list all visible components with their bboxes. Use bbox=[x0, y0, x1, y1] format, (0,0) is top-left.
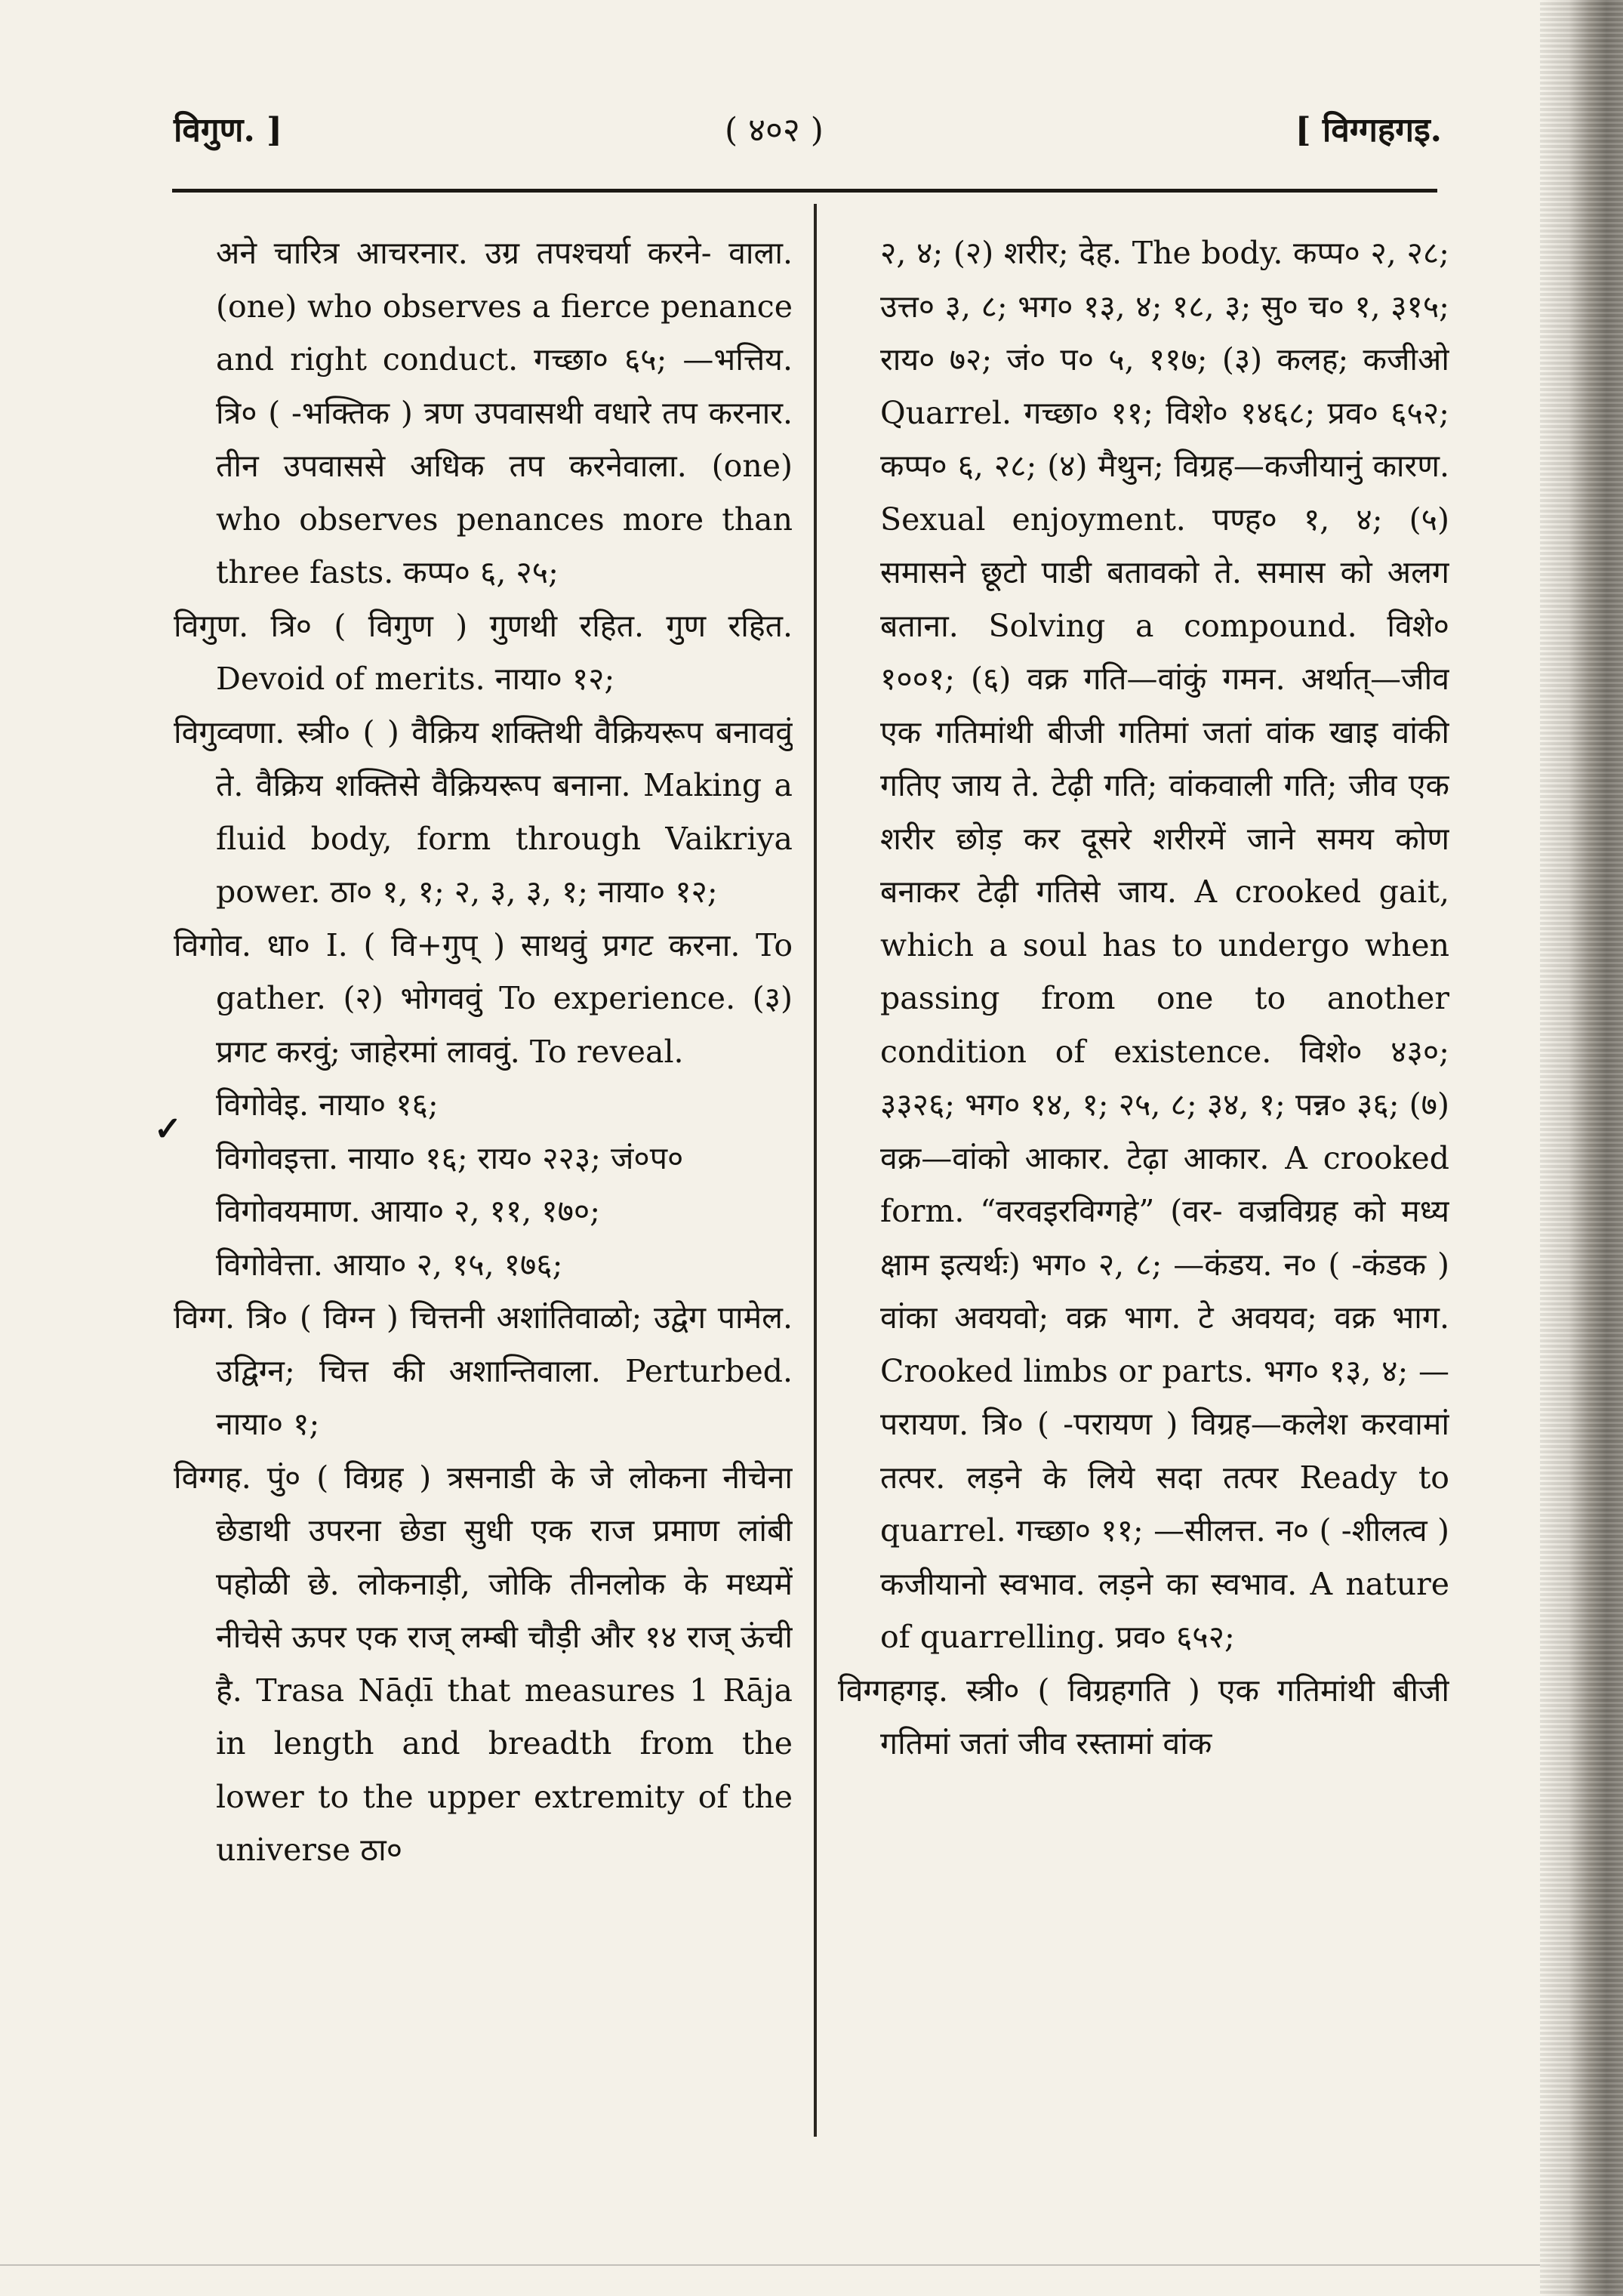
header-rule bbox=[172, 189, 1437, 193]
entry-viggaha: विग्गह. पुं० ( विग्रह ) त्रसनाडी के जे लोकना नीचेना छेडाथी उपरना छेडा सुधी एक राज प्रमाण लांबी पहोळी छे. लोकनाड़ी, जोकि तीनलोक के मध्यमें नीचेसे ऊपर एक राज् लम्बी चौड़ी और १४ राज् ऊंची है. Trasa Nāḍī that measures 1 Rāja in length and breadth from the lower to the upper extremity of the universe ठा० bbox=[174, 1459, 793, 1868]
header-left-guide-word: विगुण. ] bbox=[174, 111, 282, 149]
header-right-guide-word: [ विग्गहगइ. bbox=[1295, 111, 1442, 149]
entry-vigova: विगोव. धा० I. ( वि+गुप् ) साथवुं प्रगट करना. To gather. (२) भोगववुं To experience. (३) प्रगट करवुं; जाहेरमां लाववुं. To reveal. bbox=[174, 926, 793, 1070]
subentry-vigovei: विगोवेइ. नाया० १६; bbox=[216, 1086, 439, 1123]
entry-viggahagai: विग्गहगइ. स्त्री० ( विग्रहगति ) एक गतिमांथी बीजी गतिमां जतां जीव रस्तामां वांक bbox=[838, 1672, 1449, 1761]
margin-check-mark: ✓ bbox=[154, 1110, 182, 1148]
entry-vigga: विग्ग. त्रि० ( विग्न ) चित्तनी अशांतिवाळो; उद्वेग पामेल. उद्विग्न; चित्त की अशान्तिवाला. Perturbed. नाया० १; bbox=[174, 1299, 793, 1442]
subentry-vigovaitta: विगोवइत्ता. नाया० १६; राय० २२३; जं०प० bbox=[216, 1139, 684, 1176]
column-divider bbox=[814, 204, 817, 2137]
subentry-vigovayamana: विगोवयमाण. आया० २, ११, १७०; bbox=[216, 1193, 601, 1229]
entry-viggaha-continuation: २, ४; (२) शरीर; देह. The body. कप्प० २, २८; उत्त० ३, ८; भग० १३, ४; १८, ३; सु० च० १, ३१५; राय० ७२; जं० प० ५, ११७; (३) कलह; कजीओ Quarrel. गच्छा० ११; विशे० १४६८; प्रव० ६५२; कप्प० ६, २८; (४) मैथुन; विग्रह—कजीयानुं कारण. Sexual enjoyment. पण्ह० १, ४; (५) समासने छूटो पाडी बतावको ते. समास को अलग बताना. Solving a compound. विशे० १००१; (६) वक्र गति—वांकुं गमन. अर्थात्—जीव एक गतिमांथी बीजी गतिमां जतां वांक खाइ वांकी गतिए जाय ते. टेढ़ी गति; वांकवाली गति; जीव एक शरीर छोड़ कर दूसरे शरीरमें जाने समय कोण बनाकर टेढ़ी गतिसे जाय. A crooked gait, which a soul has to undergo when passing from one to another condition of existence. विशे० ४३०; ३३२६; भग० १४, १; २५, ८; ३४, १; पन्न० ३६; (७) वक्र—वांको आकार. टेढ़ा आकार. A crooked form. “वरवइरविग्गहे” (वर- वज्रविग्रह को मध्य क्षाम इत्यर्थः) भग० २, ८; —कंडय. न० ( -कंडक ) वांका अवयवो; वक्र भाग. टे अवयव; वक्र भाग. Crooked limbs or parts. भग० १३, ४; —परायण. त्रि० ( -परायण ) विग्रह—कलेश करवामां तत्पर. लड़ने के लिये सदा तत्पर Ready to quarrel. गच्छा० ११; —सीलत्त. न० ( -शीलत्व ) कजीयानो स्वभाव. लड़ने का स्वभाव. A nature of quarrelling. प्रव० ६५२; bbox=[880, 235, 1449, 1655]
bottom-scan-line bbox=[0, 2264, 1540, 2266]
page-header bbox=[174, 106, 1442, 174]
entry-viguvvana: विगुव्वणा. स्त्री० ( ) वैक्रिय शक्तिथी वैक्रियरूप बनाववुं ते. वैक्रिय शक्तिसे वैक्रियरूप बनाना. Making a fluid body, form through Vaikriya power. ठा० १, १; २, ३, ३, १; नाया० १२; bbox=[174, 713, 793, 910]
left-column bbox=[174, 227, 793, 2159]
page-edge-shadow bbox=[1540, 0, 1623, 2296]
subentry-vigovetta: विगोवेत्ता. आया० २, १५, १७६; bbox=[216, 1246, 563, 1283]
right-column bbox=[838, 227, 1449, 2159]
page-number: ( ४०२ ) bbox=[725, 111, 824, 149]
entry-viguna: विगुण. त्रि० ( विगुण ) गुणथी रहित. गुण रहित. Devoid of merits. नाया० १२; bbox=[174, 607, 793, 697]
entry-continuation: अने चारित्र आचरनार. उग्र तपश्चर्या करने- वाला. (one) who observes a fierce penance and right conduct. गच्छा० ६५; —भत्तिय. त्रि० ( -भक्तिक ) त्रण उपवासथी वधारे तप करनार. तीन उपवाससे अधिक तप करनेवाला. (one) who observes penances more than three fasts. कप्प० ६, २५; bbox=[216, 235, 793, 590]
